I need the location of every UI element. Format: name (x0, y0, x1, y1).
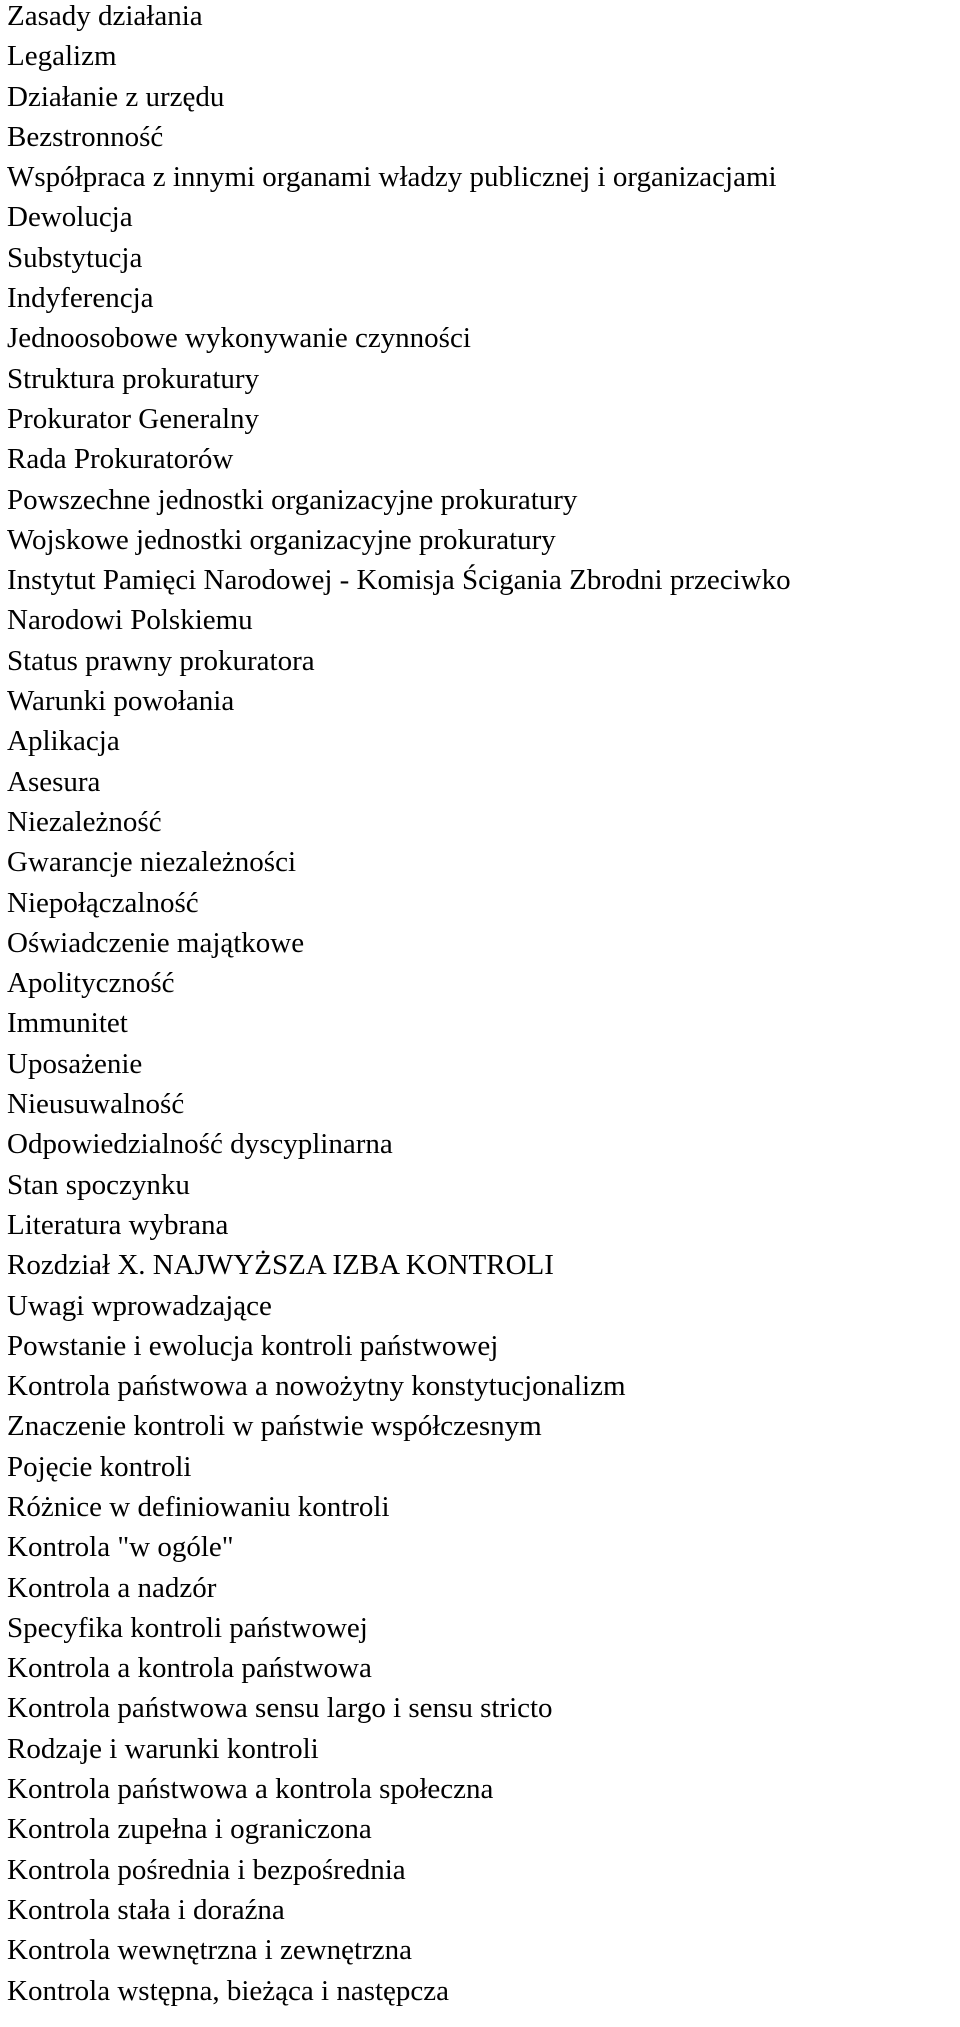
list-item: Instytut Pamięci Narodowej - Komisja Ścigania Zbrodni przeciwko (7, 564, 791, 597)
list-item: Warunki powołania (7, 685, 235, 718)
list-item: Zasady działania (7, 0, 203, 32)
chapter-heading: Rozdział X. NAJWYŻSZA IZBA KONTROLI (7, 1249, 554, 1282)
list-item: Kontrola a kontrola państwowa (7, 1652, 372, 1685)
list-item: Różnice w definiowaniu kontroli (7, 1490, 390, 1523)
list-item: Bezstronność (7, 120, 164, 153)
list-item: Pojęcie kontroli (7, 1450, 192, 1483)
list-item: Kontrola państwowa sensu largo i sensu stricto (7, 1692, 553, 1725)
list-item: Prokurator Generalny (7, 402, 260, 435)
list-item: Kontrola "w ogóle" (7, 1531, 234, 1564)
list-item: Powstanie i ewolucja kontroli państwowej (7, 1329, 499, 1362)
list-item: Legalizm (7, 40, 117, 73)
list-item: Indyferencja (7, 282, 154, 315)
list-item: Powszechne jednostki organizacyjne prokuratury (7, 483, 578, 516)
list-item: Kontrola pośrednia i bezpośrednia (7, 1853, 406, 1886)
list-item: Odpowiedzialność dyscyplinarna (7, 1128, 393, 1161)
list-item: Kontrola państwowa a kontrola społeczna (7, 1773, 494, 1806)
list-item: Specyfika kontroli państwowej (7, 1611, 368, 1644)
list-item: Niezależność (7, 805, 162, 838)
list-item: Wojskowe jednostki organizacyjne prokuratury (7, 523, 556, 556)
list-item: Aplikacja (7, 725, 120, 758)
list-item: Oświadczenie majątkowe (7, 926, 305, 959)
list-item: Rodzaje i warunki kontroli (7, 1732, 319, 1765)
list-item: Substytucja (7, 241, 143, 274)
list-item: Kontrola stała i doraźna (7, 1893, 285, 1926)
list-item: Dewolucja (7, 201, 133, 234)
list-item: Asesura (7, 765, 101, 798)
list-item: Narodowi Polskiemu (7, 604, 253, 637)
list-item: Współpraca z innymi organami władzy publicznej i organizacjami (7, 161, 777, 194)
list-item: Immunitet (7, 1007, 128, 1040)
list-item: Kontrola a nadzór (7, 1571, 217, 1604)
list-item: Kontrola wewnętrzna i zewnętrzna (7, 1934, 412, 1967)
list-item: Kontrola państwowa a nowożytny konstytucjonalizm (7, 1370, 626, 1403)
list-item: Niepołączalność (7, 886, 199, 919)
list-item: Status prawny prokuratora (7, 644, 315, 677)
list-item: Gwarancje niezależności (7, 846, 297, 879)
list-item: Kontrola wstępna, bieżąca i następcza (7, 1974, 450, 2007)
list-item: Znaczenie kontroli w państwie współczesnym (7, 1410, 542, 1443)
list-item: Działanie z urzędu (7, 80, 225, 113)
list-item: Nieusuwalność (7, 1088, 185, 1121)
list-item: Uposażenie (7, 1047, 143, 1080)
list-item: Literatura wybrana (7, 1208, 229, 1241)
list-item: Rada Prokuratorów (7, 443, 234, 476)
list-item: Apolityczność (7, 967, 175, 1000)
list-item: Jednoosobowe wykonywanie czynności (7, 322, 471, 355)
list-item: Uwagi wprowadzające (7, 1289, 272, 1322)
list-item: Struktura prokuratury (7, 362, 260, 395)
list-item: Kontrola zupełna i ograniczona (7, 1813, 372, 1846)
list-item: Stan spoczynku (7, 1168, 190, 1201)
